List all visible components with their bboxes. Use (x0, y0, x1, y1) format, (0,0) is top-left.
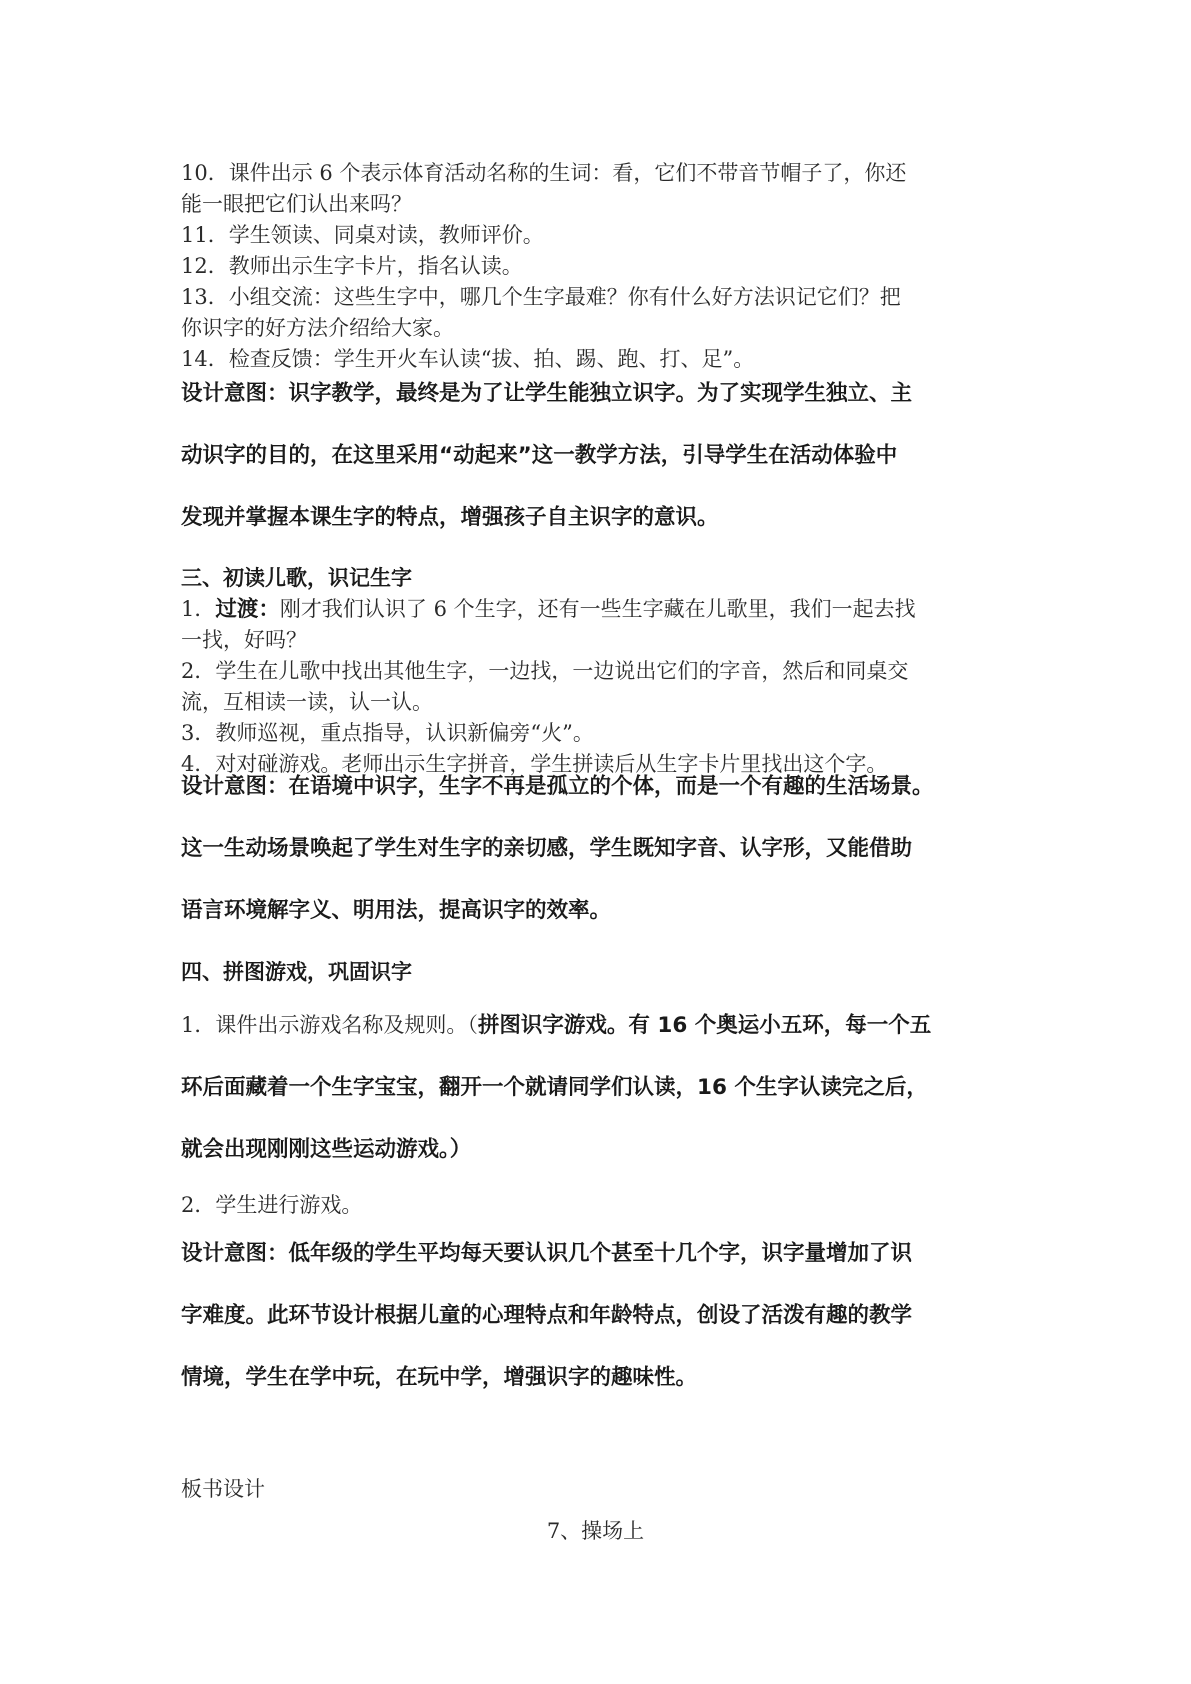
step-line: 4．对对碰游戏。老师出示生字拼音，学生拼读后从生字卡片里找出这个字。 (181, 752, 888, 776)
step-line: 10．课件出示 6 个表示体育活动名称的生词：看，它们不带音节帽子了，你还 (181, 161, 907, 185)
step-line: 你识字的好方法介绍给大家。 (181, 316, 454, 340)
design-intent-line: 语言环境解字义、明用法，提高识字的效率。 (181, 898, 612, 923)
board-design-title: 7、操场上 (546, 1519, 645, 1543)
board-design-label: 板书设计 (181, 1477, 265, 1501)
design-intent-line: 设计意图：在语境中识字，生字不再是孤立的个体，而是一个有趣的生活场景。 (181, 774, 934, 799)
design-intent-line: 设计意图：低年级的学生平均每天要认识几个甚至十几个字，识字量增加了识 (181, 1241, 913, 1266)
design-intent-line: 动识字的目的，在这里采用“动起来”这一教学方法，引导学生在活动体验中 (181, 443, 898, 468)
design-intent-paragraph (181, 378, 1031, 564)
step-line: 11．学生领读、同桌对读，教师评价。 (181, 223, 544, 247)
step-line: 2．学生进行游戏。 (181, 1193, 363, 1217)
design-intent-line: 这一生动场景唤起了学生对生字的亲切感，学生既知字音、认字形，又能借助 (181, 836, 913, 861)
step-line: 环后面藏着一个生字宝宝，翻开一个就请同学们认读，16 个生字认读完之后， (181, 1075, 928, 1100)
step-line: 14．检查反馈：学生开火车认读“拔、拍、踢、跑、打、足”。 (181, 347, 755, 371)
step-line: 就会出现刚刚这些运动游戏。） (181, 1137, 472, 1162)
item-number: 1． (181, 597, 216, 621)
design-intent-line: 发现并掌握本课生字的特点，增强孩子自主识字的意识。 (181, 505, 719, 530)
item-text: 刚才我们认识了 6 个生字，还有一些生字藏在儿歌里，我们一起去找 (279, 597, 916, 621)
step-line (181, 1008, 1031, 1070)
design-intent-line: 字难度。此环节设计根据儿童的心理特点和年龄特点，创设了活泼有趣的教学 (181, 1303, 913, 1328)
steps-block (181, 158, 1031, 375)
design-intent-line: 情境，学生在学中玩，在玩中学，增强识字的趣味性。 (181, 1365, 698, 1390)
section-3-items (181, 594, 1031, 780)
step-line: 流，互相读一读，认一认。 (181, 690, 433, 714)
step-line: 13．小组交流：这些生字中，哪几个生字最难？你有什么好方法识记它们？把 (181, 285, 901, 309)
section-heading: 四、拼图游戏，巩固识字 (181, 960, 412, 984)
section-heading: 三、初读儿歌，识记生字 (181, 566, 412, 590)
design-intent-line: 设计意图：识字教学，最终是为了让学生能独立识字。为了实现学生独立、主 (181, 381, 913, 406)
design-intent-paragraph (181, 771, 1031, 957)
step-line: 能一眼把它们认出来吗？ (181, 192, 412, 216)
step-line: 2．学生在儿歌中找出其他生字，一边找，一边说出它们的字音，然后和同桌交 (181, 659, 909, 683)
section-4-items (181, 1008, 1031, 1194)
step-line: 12．教师出示生字卡片，指名认读。 (181, 254, 523, 278)
item-bold-label: 过渡： (215, 597, 280, 622)
design-intent-paragraph (181, 1238, 1031, 1424)
item-bold-text: 拼图识字游戏。有 16 个奥运小五环，每一个五 (477, 1013, 932, 1038)
step-line (181, 594, 1031, 625)
step-line: 一找，好吗？ (181, 628, 307, 652)
step-line: 3．教师巡视，重点指导，认识新偏旁“火”。 (181, 721, 594, 745)
item-text: 1．课件出示游戏名称及规则。（ (181, 1013, 478, 1037)
